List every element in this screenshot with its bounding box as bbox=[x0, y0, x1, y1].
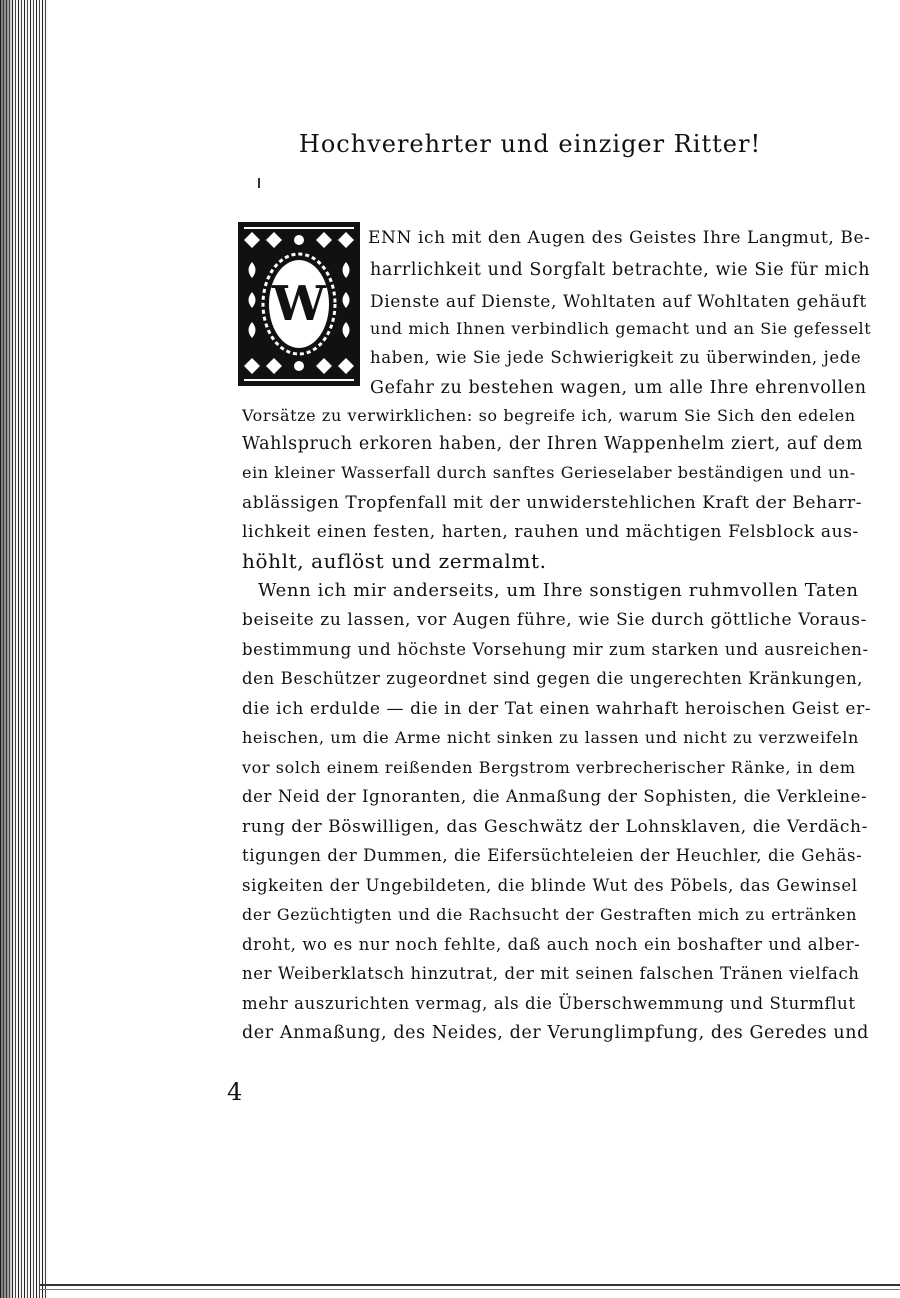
decorated-initial bbox=[238, 222, 360, 386]
text-line: den Beschützer zugeordnet sind gegen die ungerechten Kränkungen, bbox=[242, 669, 864, 688]
text-line: ein kleiner Wasserfall durch sanftes Gerieselaber beständigen und un- bbox=[242, 463, 856, 482]
text-line: der Neid der Ignoranten, die Anmaßung der Sophisten, die Verkleine- bbox=[242, 787, 868, 806]
text-line: lichkeit einen festen, harten, rauhen und mächtigen Felsblock aus- bbox=[242, 522, 859, 542]
text-line: und mich Ihnen verbindlich gemacht und an Sie gefesselt bbox=[370, 319, 872, 338]
text-line: haben, wie Sie jede Schwierigkeit zu überwinden, jede bbox=[370, 348, 862, 367]
text-line: bestimmung und höchste Vorsehung mir zum starken und ausreichen- bbox=[242, 640, 869, 659]
page-bottom-edge-shadow bbox=[40, 1289, 900, 1290]
text-line: ablässigen Tropfenfall mit der unwiderstehlichen Kraft der Beharr- bbox=[242, 493, 863, 513]
text-line: beiseite zu lassen, vor Augen führe, wie Sie durch göttliche Voraus- bbox=[242, 610, 867, 630]
text-line: Dienste auf Dienste, Wohltaten auf Wohltaten gehäuft bbox=[370, 292, 867, 312]
text-line: rung der Böswilligen, das Geschwätz der Lohnsklaven, die Verdäch- bbox=[242, 817, 868, 837]
text-line: harrlichkeit und Sorgfalt betrachte, wie Sie für mich bbox=[370, 260, 871, 280]
text-line: höhlt, auflöst und zermalmt. bbox=[242, 549, 547, 573]
text-line: droht, wo es nur noch fehlte, daß auch noch ein boshafter und alber- bbox=[242, 935, 861, 954]
text-line: ENN ich mit den Augen des Geistes Ihre Langmut, Be- bbox=[368, 228, 871, 248]
text-line: mehr auszurichten vermag, als die Überschwemmung und Sturmflut bbox=[242, 994, 856, 1013]
page-bottom-edge bbox=[40, 1284, 900, 1286]
page-number: 4 bbox=[227, 1078, 243, 1106]
page-title: Hochverehrter und einziger Ritter! bbox=[298, 130, 762, 158]
text-line: Wenn ich mir anderseits, um Ihre sonstigen ruhmvollen Taten bbox=[258, 580, 859, 601]
text-line: heischen, um die Arme nicht sinken zu lassen und nicht zu verzweifeln bbox=[242, 728, 859, 747]
text-line: der Gezüchtigten und die Rachsucht der Gestraften mich zu ertränken bbox=[242, 905, 858, 924]
text-line: ner Weiberklatsch hinzutrat, der mit seinen falschen Tränen vielfach bbox=[242, 964, 860, 983]
text-line: tigungen der Dummen, die Eifersüchteleien der Heuchler, die Gehäs- bbox=[242, 846, 863, 865]
book-binding-edge bbox=[0, 0, 48, 1298]
text-line: Gefahr zu bestehen wagen, um alle Ihre ehrenvollen bbox=[370, 378, 867, 398]
text-line: Wahlspruch erkoren haben, der Ihren Wappenhelm ziert, auf dem bbox=[242, 434, 864, 454]
initial-letter: W bbox=[272, 276, 326, 332]
print-speck bbox=[258, 178, 260, 188]
text-line: der Anmaßung, des Neides, der Verunglimpfung, des Geredes und bbox=[242, 1023, 869, 1043]
text-line: die ich erdulde — die in der Tat einen wahrhaft heroischen Geist er- bbox=[242, 699, 872, 719]
text-line: vor solch einem reißenden Bergstrom verbrecherischer Ränke, in dem bbox=[242, 758, 856, 777]
text-line: Vorsätze zu verwirklichen: so begreife ich, warum Sie Sich den edelen bbox=[242, 406, 856, 425]
text-line: sigkeiten der Ungebildeten, die blinde Wut des Pöbels, das Gewinsel bbox=[242, 876, 858, 895]
